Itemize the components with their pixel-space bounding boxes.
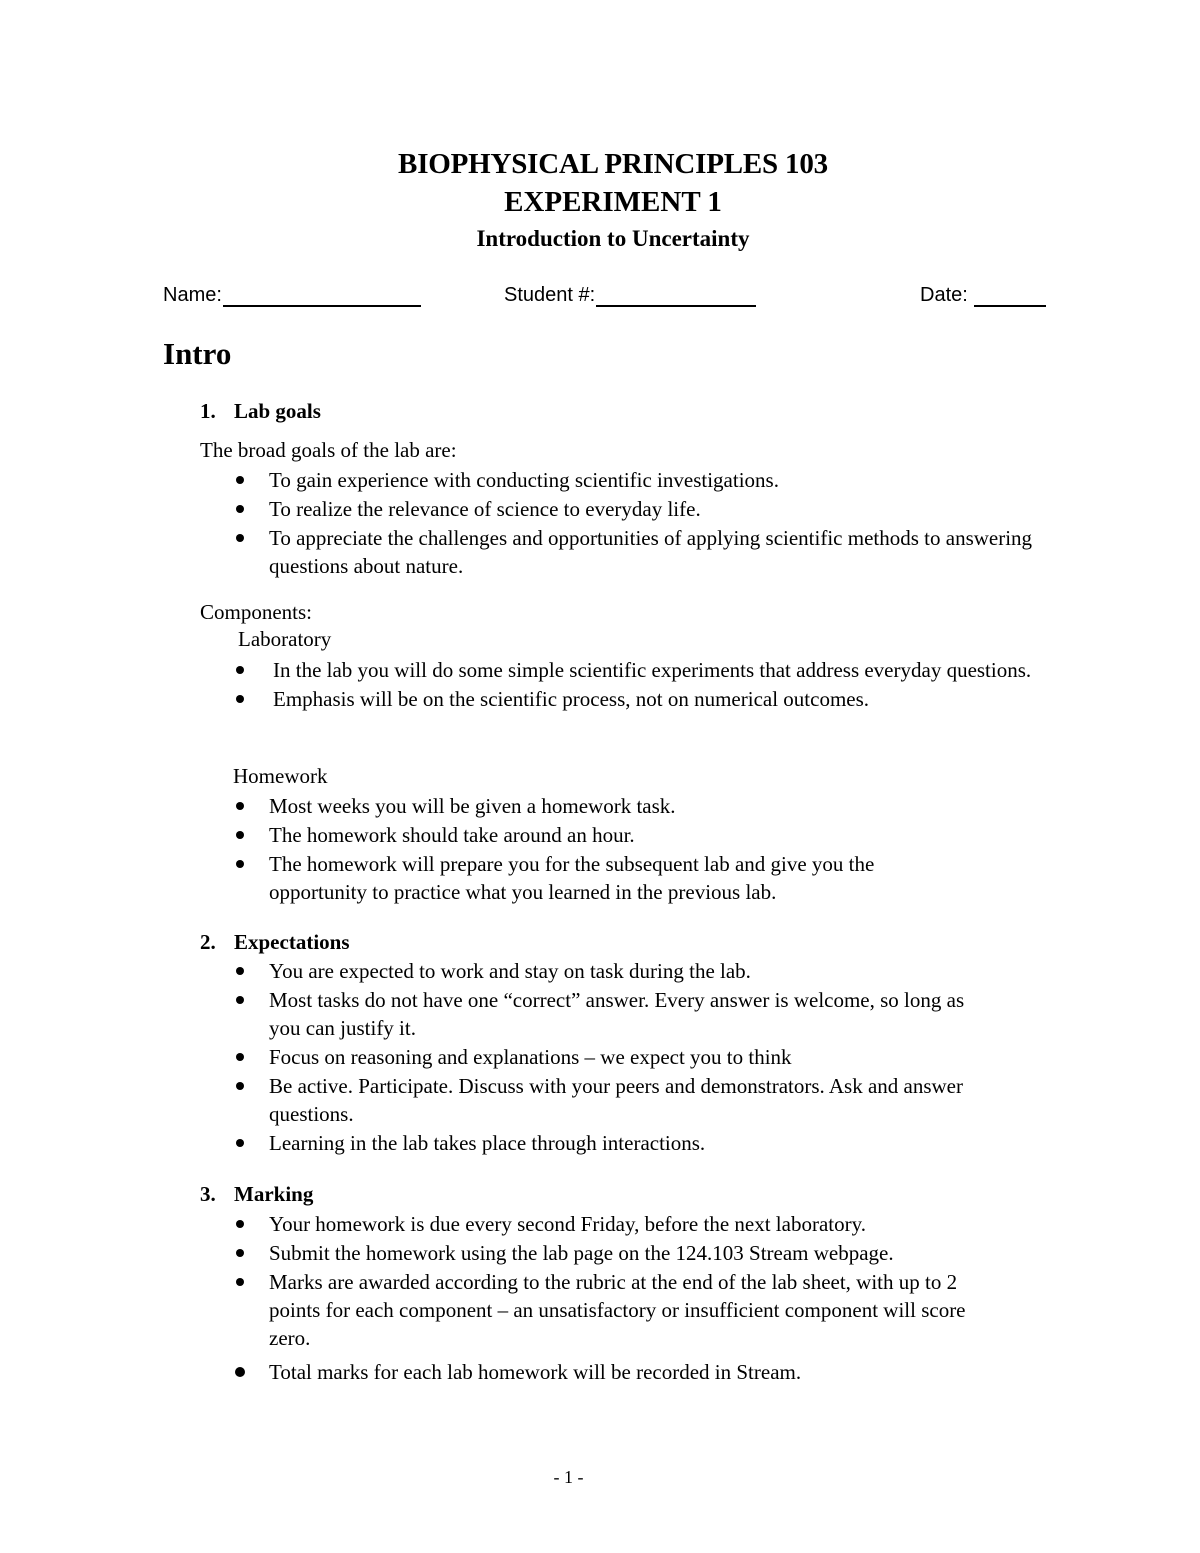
list-item-text: The homework will prepare you for the subsequent lab and give you the opportunity to practice what you learned in the previous lab. bbox=[269, 852, 875, 904]
section-title-text: Lab goals bbox=[234, 399, 321, 423]
bullet-icon bbox=[236, 802, 244, 810]
bullet-icon bbox=[236, 695, 244, 703]
bullet-icon bbox=[236, 860, 244, 868]
list-item bbox=[269, 466, 1049, 494]
bullet-icon bbox=[236, 996, 244, 1004]
student-number-field[interactable] bbox=[504, 284, 756, 307]
list-item bbox=[269, 1072, 969, 1128]
expectations-list bbox=[269, 957, 969, 1158]
section-expectations-title bbox=[200, 930, 350, 955]
section-title-text: Expectations bbox=[234, 930, 350, 954]
bullet-icon bbox=[236, 476, 244, 484]
bullet-icon bbox=[236, 967, 244, 975]
laboratory-label: Laboratory bbox=[238, 627, 332, 651]
bullet-icon bbox=[236, 1220, 244, 1228]
list-item bbox=[269, 957, 969, 985]
list-item-text: The homework should take around an hour. bbox=[269, 823, 635, 847]
list-item bbox=[269, 1358, 989, 1386]
homework-label: Homework bbox=[233, 764, 328, 788]
list-item bbox=[269, 986, 969, 1042]
bullet-icon bbox=[236, 1082, 244, 1090]
date-label: Date: bbox=[920, 284, 968, 306]
student-number-label: Student #: bbox=[504, 284, 596, 306]
list-item-text: To appreciate the challenges and opportunities of applying scientific methods to answering questions about nature. bbox=[269, 526, 1033, 578]
list-item-text: Most weeks you will be given a homework task. bbox=[269, 794, 676, 818]
list-item-text: Your homework is due every second Friday, before the next laboratory. bbox=[269, 1212, 866, 1236]
list-item bbox=[269, 1239, 989, 1267]
list-item-text: To realize the relevance of science to everyday life. bbox=[269, 497, 701, 521]
list-item bbox=[273, 656, 1033, 684]
section-lab-goals-title bbox=[200, 399, 321, 424]
list-item bbox=[269, 1129, 969, 1157]
list-item-text: Marks are awarded according to the rubric at the end of the lab sheet, with up to 2 points for each component – an unsatisfactory or insufficient component will score zero. bbox=[269, 1270, 966, 1350]
list-item-text: Submit the homework using the lab page on the 124.103 Stream webpage. bbox=[269, 1241, 894, 1265]
list-item-text: Be active. Participate. Discuss with your peers and demonstrators. Ask and answer questions. bbox=[269, 1074, 963, 1126]
bullet-icon bbox=[236, 831, 244, 839]
bullet-icon bbox=[236, 1278, 244, 1286]
name-blank-line[interactable] bbox=[223, 285, 421, 307]
list-item bbox=[273, 685, 1033, 713]
document-title: BIOPHYSICAL PRINCIPLES 103 bbox=[398, 148, 828, 180]
student-info-fields bbox=[163, 284, 1048, 314]
list-item bbox=[269, 495, 1049, 523]
list-item bbox=[269, 821, 969, 849]
list-item-text: You are expected to work and stay on task during the lab. bbox=[269, 959, 751, 983]
section-number: 3. bbox=[200, 1182, 216, 1206]
intro-heading: Intro bbox=[163, 336, 232, 371]
name-label: Name: bbox=[163, 284, 222, 306]
laboratory-list bbox=[273, 656, 1033, 714]
list-item-text: Learning in the lab takes place through interactions. bbox=[269, 1131, 706, 1155]
list-item bbox=[269, 850, 969, 906]
list-item-text: In the lab you will do some simple scientific experiments that address everyday questions. bbox=[273, 658, 1032, 682]
bullet-icon bbox=[236, 534, 244, 542]
homework-list bbox=[269, 792, 969, 907]
experiment-subtitle: Introduction to Uncertainty bbox=[476, 226, 750, 251]
list-item-text: Focus on reasoning and explanations – we expect you to think bbox=[269, 1045, 792, 1069]
date-field[interactable] bbox=[920, 284, 1046, 307]
list-item-text: Total marks for each lab homework will be recorded in Stream. bbox=[269, 1360, 802, 1384]
list-item bbox=[269, 1210, 989, 1238]
goals-list bbox=[269, 466, 1049, 581]
experiment-title: EXPERIMENT 1 bbox=[504, 186, 722, 218]
student-number-blank-line[interactable] bbox=[596, 285, 756, 307]
bullet-icon bbox=[236, 1249, 244, 1257]
date-blank-line[interactable] bbox=[974, 285, 1046, 307]
bullet-icon bbox=[235, 1367, 245, 1377]
list-item-text: Most tasks do not have one “correct” answer. Every answer is welcome, so long as you can justify it. bbox=[269, 988, 965, 1040]
bullet-icon bbox=[236, 1053, 244, 1061]
section-number: 1. bbox=[200, 399, 216, 423]
list-item-text: To gain experience with conducting scientific investigations. bbox=[269, 468, 779, 492]
list-item bbox=[269, 1043, 969, 1071]
bullet-icon bbox=[236, 666, 244, 674]
name-field[interactable] bbox=[163, 284, 421, 307]
marking-list bbox=[269, 1210, 989, 1387]
list-item bbox=[269, 1268, 989, 1352]
section-title-text: Marking bbox=[234, 1182, 314, 1206]
section-marking-title bbox=[200, 1182, 313, 1207]
list-item bbox=[269, 792, 969, 820]
list-item-text: Emphasis will be on the scientific process, not on numerical outcomes. bbox=[273, 687, 870, 711]
components-label: Components: bbox=[200, 600, 313, 624]
page-number: - 1 - bbox=[553, 1467, 584, 1487]
list-item bbox=[269, 524, 1049, 580]
section-number: 2. bbox=[200, 930, 216, 954]
bullet-icon bbox=[236, 505, 244, 513]
bullet-icon bbox=[236, 1139, 244, 1147]
goals-lead-text: The broad goals of the lab are: bbox=[200, 438, 457, 462]
